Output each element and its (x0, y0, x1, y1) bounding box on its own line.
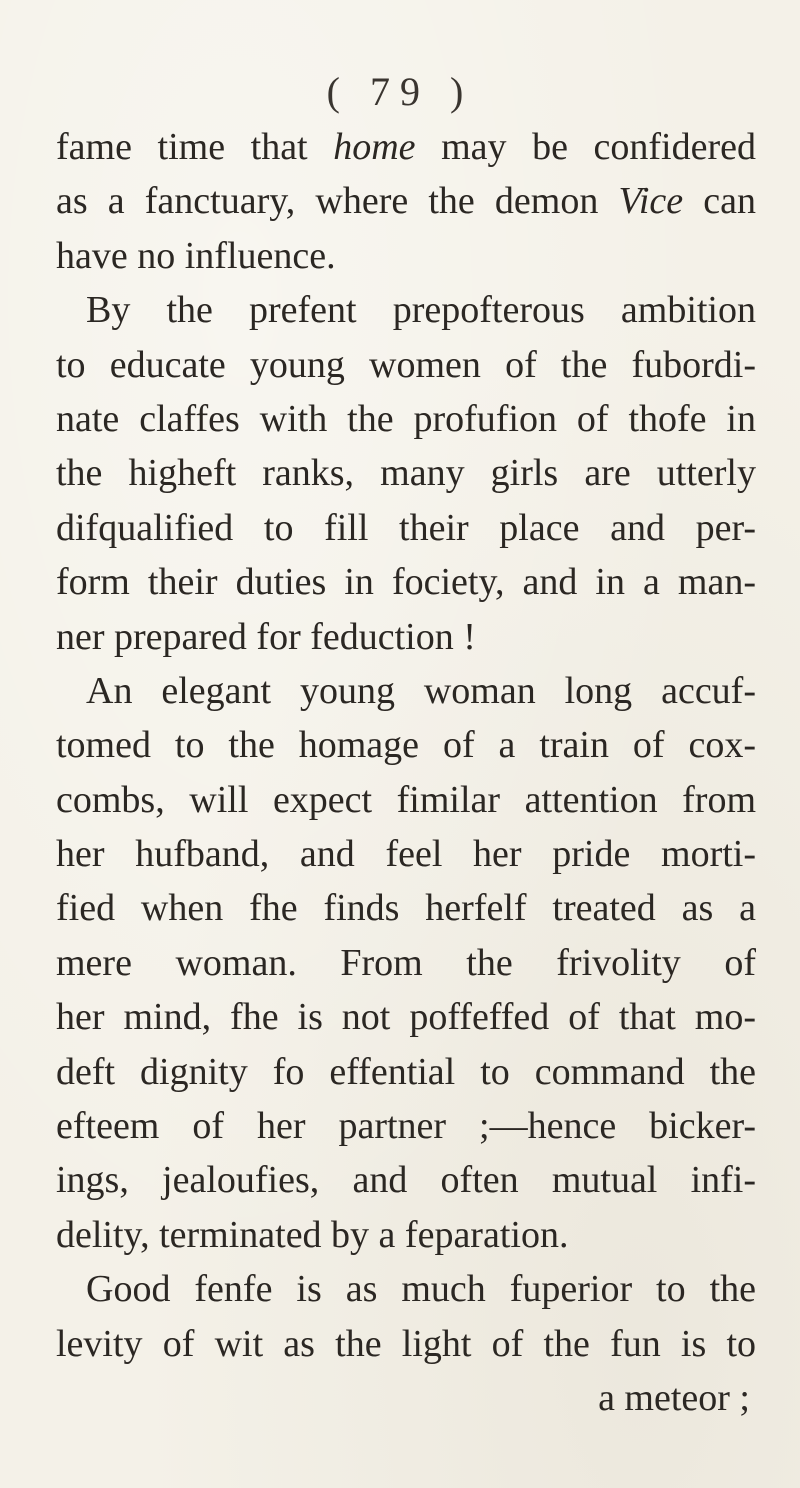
text-line (56, 664, 756, 718)
text-line (56, 446, 756, 500)
italic-word: home (333, 126, 416, 168)
text-line (56, 1153, 756, 1207)
text-line (56, 1371, 756, 1425)
text-segment: a meteor ; (598, 1376, 750, 1419)
page-number: ( 79 ) (326, 69, 474, 114)
text-line (56, 881, 756, 935)
text-line (56, 1099, 756, 1153)
text-segment: efteem of her partner ;—hence bicker- (56, 1105, 756, 1148)
text-segment: as a fanctuary, where the demon (56, 180, 619, 223)
text-line (56, 827, 756, 881)
text-segment: to educate young women of the fubordi- (56, 343, 756, 386)
text-segment: combs, will expect fimilar attention from (56, 778, 756, 821)
text-segment: have no influence. (56, 234, 336, 277)
text-line (56, 392, 756, 446)
text-segment: her mind, fhe is not poffeffed of that mo- (56, 996, 756, 1039)
text-segment: can (683, 180, 756, 223)
text-segment: An elegant young woman long accuf- (86, 669, 756, 712)
text-line (56, 338, 756, 392)
text-segment: the higheft ranks, many girls are utterly (56, 452, 756, 495)
text-line (56, 120, 756, 174)
text-line (56, 283, 756, 337)
text-line (56, 773, 756, 827)
text-line (56, 1317, 756, 1371)
text-segment: her hufband, and feel her pride morti- (56, 833, 756, 876)
text-line (56, 1262, 756, 1316)
text-segment: fame time that (56, 126, 334, 168)
text-segment: difqualified to fill their place and per- (56, 506, 756, 549)
text-segment: Good fenfe is as much fuperior to the (86, 1268, 756, 1311)
text-line (56, 610, 756, 664)
text-segment: deft dignity fo effential to command the (56, 1050, 756, 1093)
text-line (56, 174, 756, 228)
text-segment: levity of wit as the light of the fun is to (56, 1322, 756, 1365)
text-line (56, 555, 756, 609)
text-segment: mere woman. From the frivolity of (56, 941, 756, 984)
text-segment: fied when fhe finds herfelf treated as a (56, 887, 756, 930)
text-segment: form their duties in fociety, and in a man- (56, 561, 756, 604)
text-line (56, 1208, 756, 1262)
italic-word: Vice (618, 180, 684, 223)
text-line (56, 1045, 756, 1099)
text-line (56, 501, 756, 555)
text-segment: ings, jealoufies, and often mutual infi- (56, 1159, 756, 1202)
text-segment: delity, terminated by a feparation. (56, 1213, 569, 1256)
text-segment: may be confidered (415, 126, 756, 168)
text-line (56, 990, 756, 1044)
text-segment: tomed to the homage of a train of cox- (56, 724, 756, 767)
text-line (56, 936, 756, 990)
body-text (56, 120, 756, 1425)
text-segment: By the prefent prepofterous ambition (86, 289, 756, 332)
text-line (56, 229, 756, 283)
text-segment: ner prepared for feduction ! (56, 615, 476, 658)
text-segment: nate claffes with the profufion of thofe in (56, 397, 756, 440)
text-line (56, 718, 756, 772)
